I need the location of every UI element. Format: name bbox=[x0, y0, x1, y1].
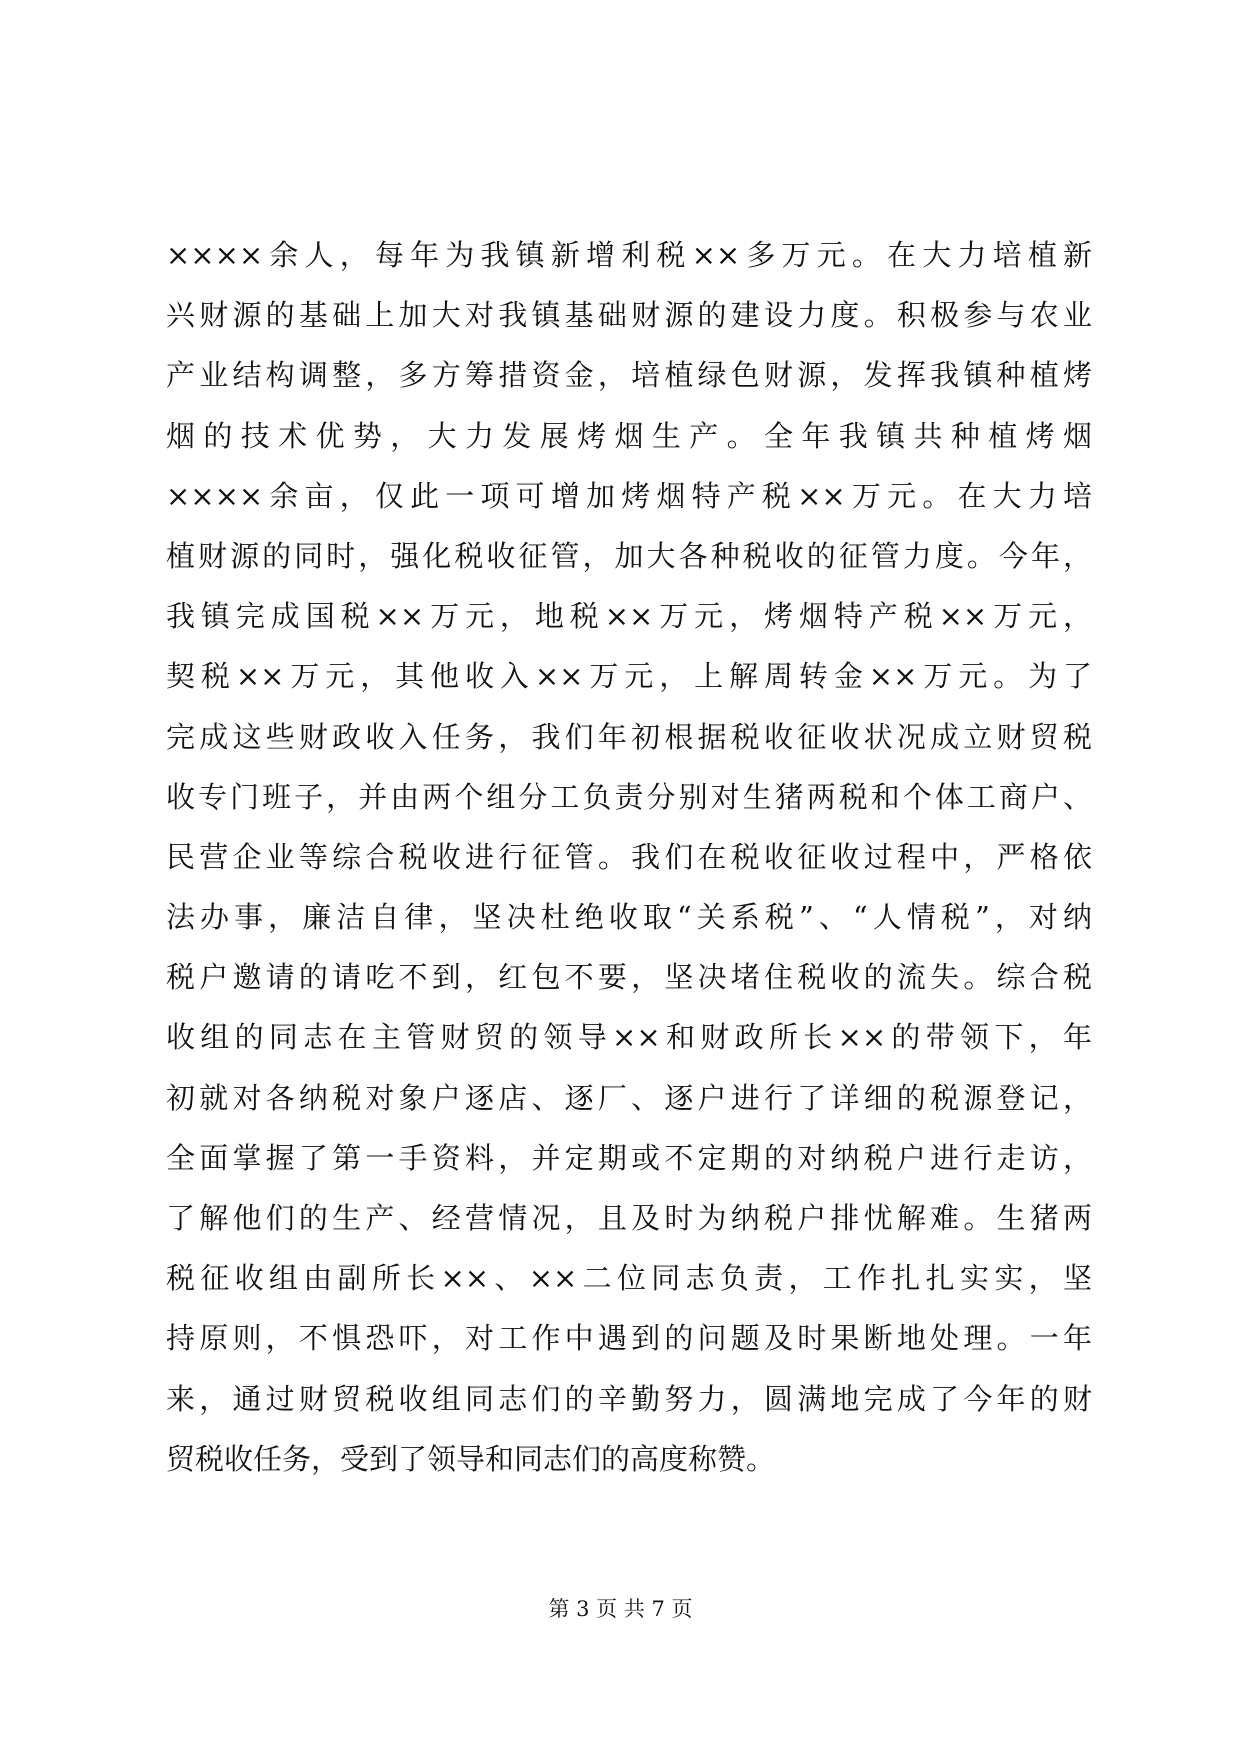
text-line: 植财源的同时，强化税收征管，加大各种税收的征管力度。今年， bbox=[166, 538, 1092, 573]
text-line: 来，通过财贸税收组同志们的辛勤努力，圆满地完成了今年的财 bbox=[166, 1381, 1092, 1416]
text-line: 收组的同志在主管财贸的领导××和财政所长××的带领下，年 bbox=[166, 1020, 1092, 1055]
text-line: 契税××万元，其他收入××万元，上解周转金××万元。为了 bbox=[166, 659, 1092, 694]
text-line: 贸税收任务，受到了领导和同志们的高度称赞。 bbox=[166, 1441, 776, 1476]
text-line: 民营企业等综合税收进行征管。我们在税收征收过程中，严格依 bbox=[166, 839, 1092, 874]
text-line: 收专门班子，并由两个组分工负责分别对生猪两税和个体工商户、 bbox=[166, 779, 1092, 814]
text-line: 烟的技术优势，大力发展烤烟生产。全年我镇共种植烤烟 bbox=[166, 418, 1092, 453]
text-line: 初就对各纳税对象户逐店、逐厂、逐户进行了详细的税源登记， bbox=[166, 1080, 1092, 1115]
page-footer: 第 3 页 共 7 页 bbox=[548, 1597, 693, 1621]
text-line: ××××余亩，仅此一项可增加烤烟特产税××万元。在大力培 bbox=[166, 478, 1092, 513]
text-line: 了解他们的生产、经营情况，且及时为纳税户排忧解难。生猪两 bbox=[166, 1201, 1092, 1235]
text-line: 税征收组由副所长××、××二位同志负责，工作扎扎实实，坚 bbox=[166, 1261, 1092, 1296]
text-line: 法办事，廉洁自律，坚决杜绝收取“关系税”、“人情税”，对纳 bbox=[166, 900, 1092, 935]
text-line: 兴财源的基础上加大对我镇基础财源的建设力度。积极参与农业 bbox=[166, 298, 1092, 333]
text-line: 持原则，不惧恐吓，对工作中遇到的问题及时果断地处理。一年 bbox=[166, 1321, 1092, 1356]
text-line: 全面掌握了第一手资料，并定期或不定期的对纳税户进行走访， bbox=[166, 1140, 1092, 1175]
text-line: 我镇完成国税××万元，地税××万元，烤烟特产税××万元， bbox=[166, 599, 1092, 634]
text-line: ××××余人，每年为我镇新增利税××多万元。在大力培植新 bbox=[166, 238, 1092, 272]
body-text bbox=[166, 225, 1092, 1489]
text-line: 完成这些财政收入任务，我们年初根据税收征收状况成立财贸税 bbox=[166, 719, 1092, 754]
text-line: 税户邀请的请吃不到，红包不要，坚决堵住税收的流失。综合税 bbox=[166, 960, 1092, 995]
text-line: 产业结构调整，多方筹措资金，培植绿色财源，发挥我镇种植烤 bbox=[166, 358, 1092, 393]
